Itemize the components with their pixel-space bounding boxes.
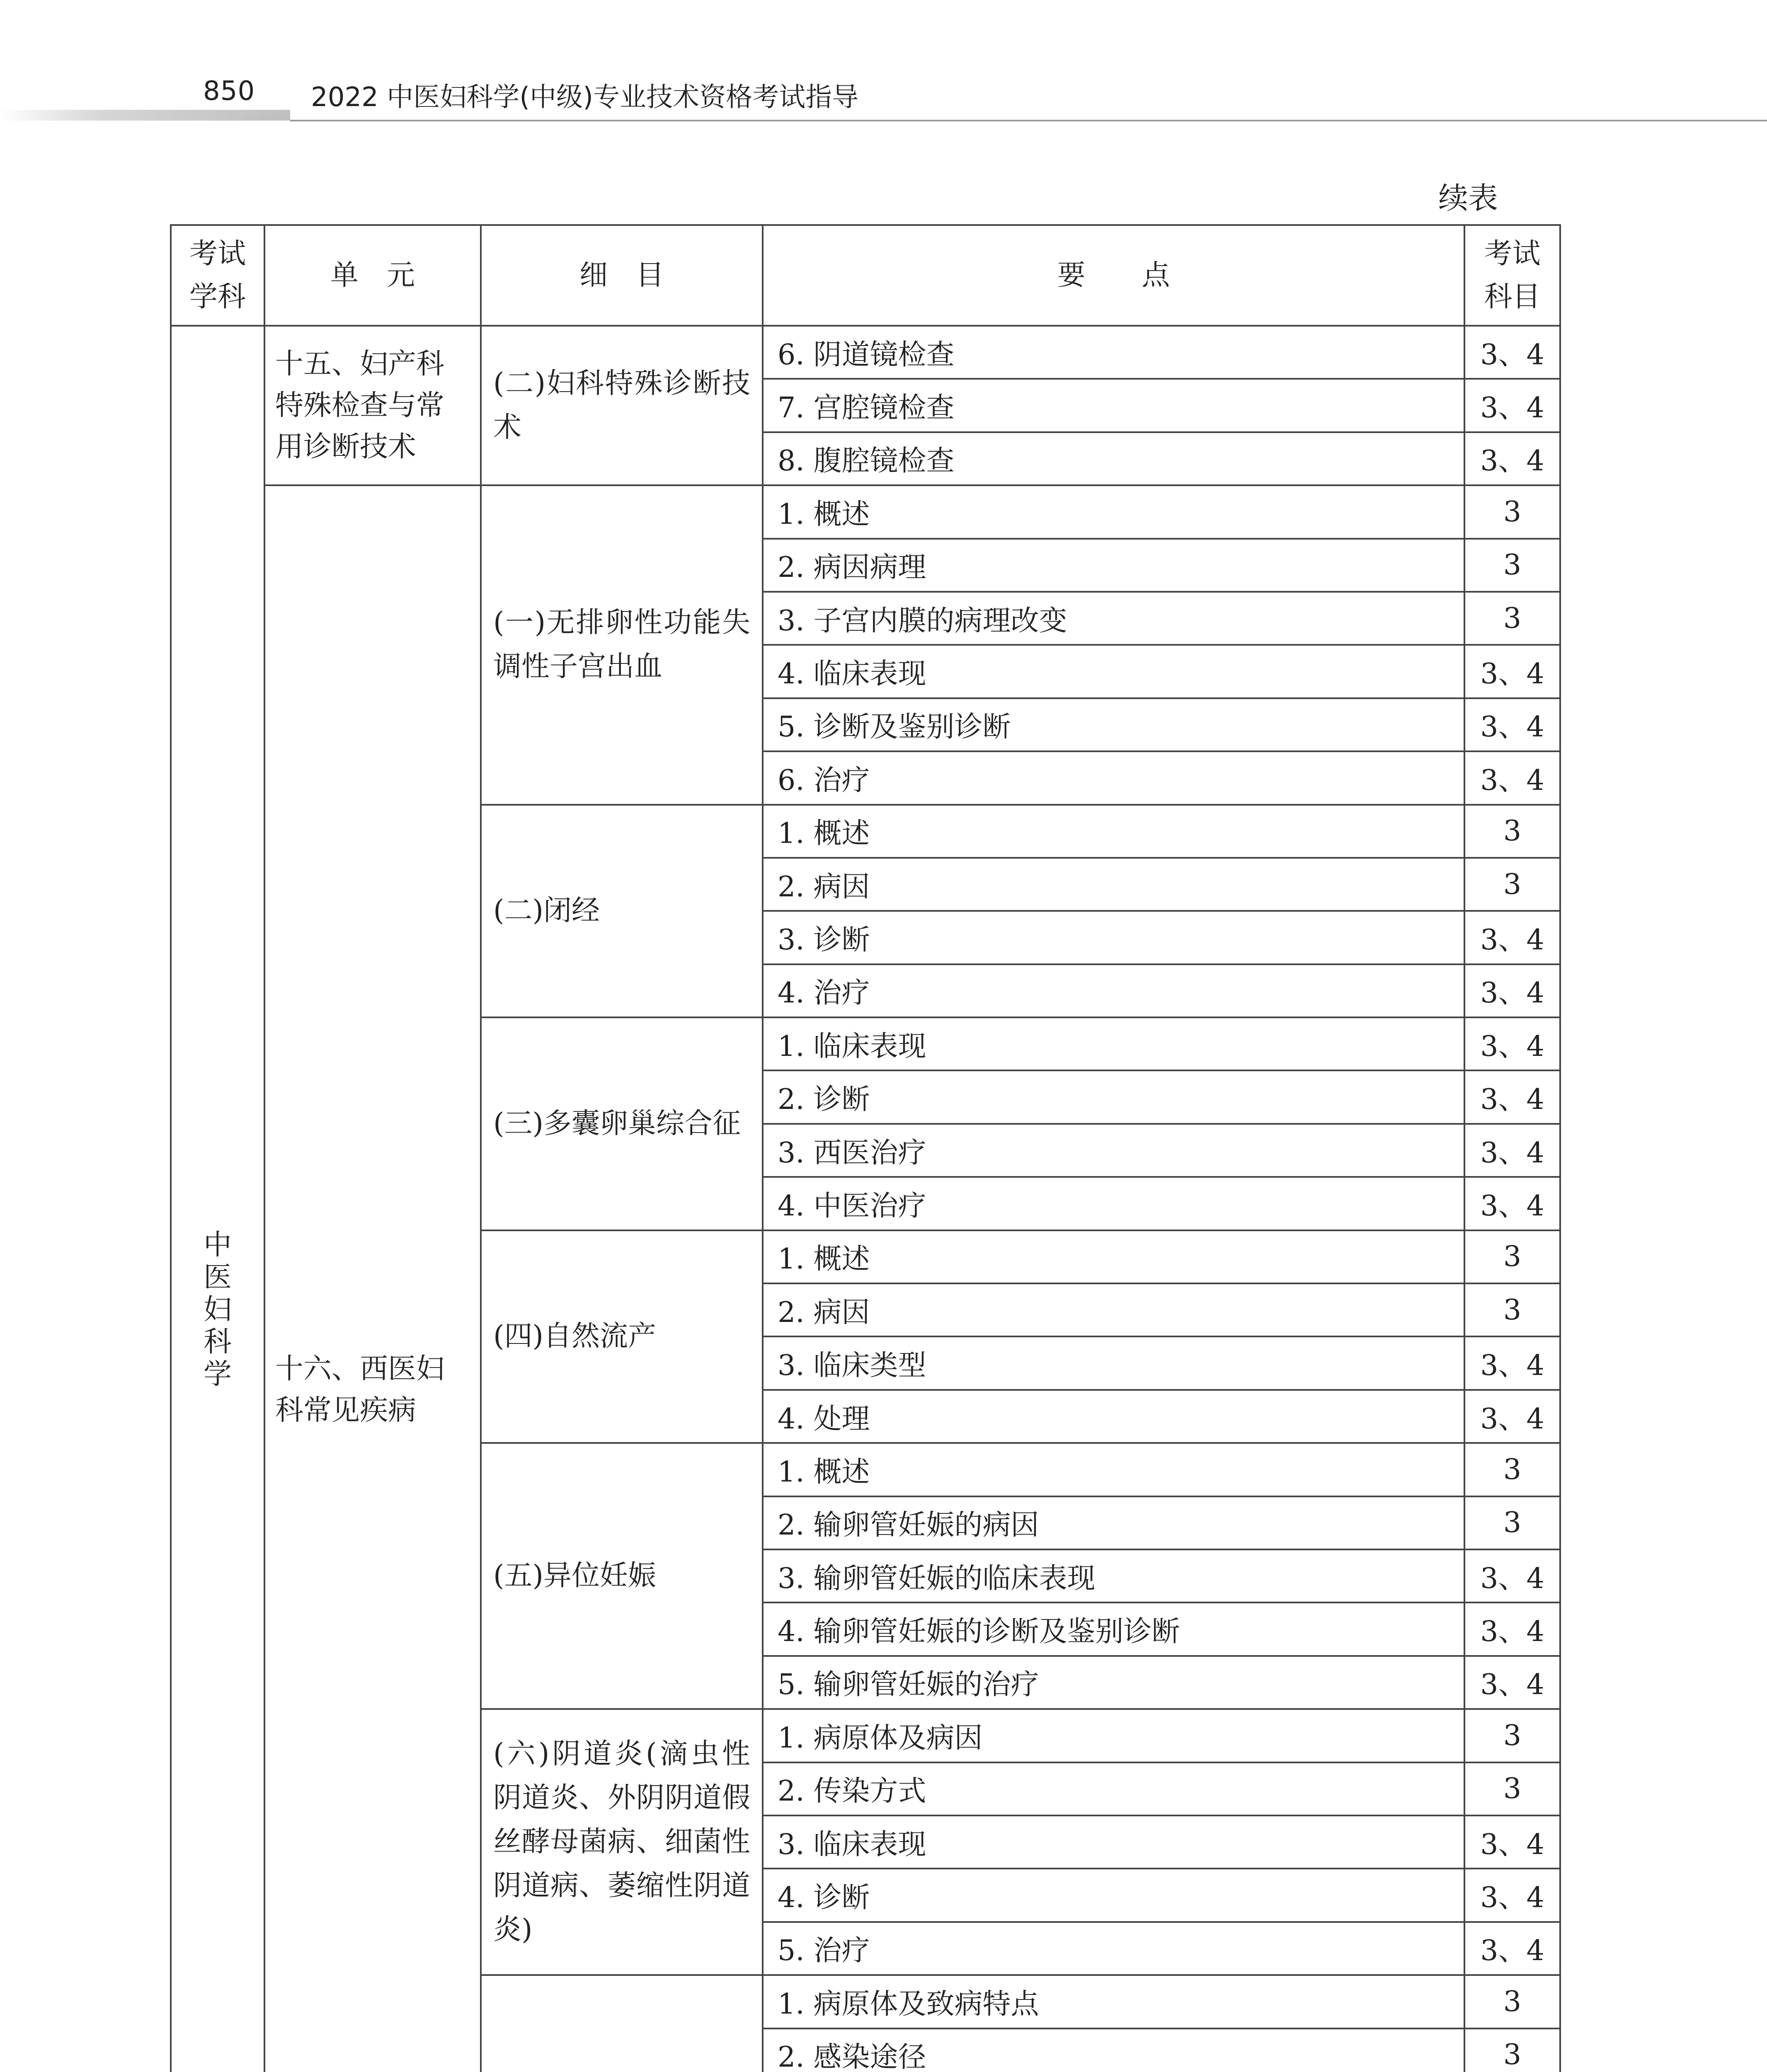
point-cell: 3. 诊断 xyxy=(763,911,1464,964)
item-cell: (二)闭经 xyxy=(481,805,763,1018)
exam-level-cell: 3、4 xyxy=(1464,1656,1560,1709)
point-cell: 1. 临床表现 xyxy=(763,1017,1464,1070)
point-cell: 4. 中医治疗 xyxy=(763,1177,1464,1230)
exam-level-cell: 3、4 xyxy=(1464,645,1560,698)
exam-level-cell: 3、4 xyxy=(1464,698,1560,751)
exam-level-cell: 3 xyxy=(1464,1230,1560,1283)
point-cell: 6. 治疗 xyxy=(763,751,1464,804)
exam-level-cell: 3 xyxy=(1464,485,1560,538)
point-cell: 1. 病原体及病因 xyxy=(763,1709,1464,1762)
point-cell: 3. 西医治疗 xyxy=(763,1124,1464,1177)
exam-level-cell: 3、4 xyxy=(1464,1336,1560,1389)
column-header-subject: 考试学科 xyxy=(171,225,264,326)
point-cell: 2. 感染途径 xyxy=(763,2028,1464,2072)
point-cell: 5. 输卵管妊娠的治疗 xyxy=(763,1656,1464,1709)
exam-level-cell: 3 xyxy=(1464,592,1560,645)
exam-level-cell: 3、4 xyxy=(1464,1549,1560,1602)
syllabus-table xyxy=(170,224,1561,2072)
header-rule xyxy=(290,120,1767,121)
point-cell: 8. 腹腔镜检查 xyxy=(763,432,1464,485)
exam-level-cell: 3、4 xyxy=(1464,1124,1560,1177)
point-cell: 1. 概述 xyxy=(763,1443,1464,1496)
point-cell: 2. 诊断 xyxy=(763,1070,1464,1123)
exam-level-cell: 3、4 xyxy=(1464,432,1560,485)
item-cell: (六)阴道炎(滴虫性阴道炎、外阴阴道假丝酵母菌病、细菌性阴道病、萎缩性阴道炎) xyxy=(481,1709,763,1975)
exam-level-cell: 3、4 xyxy=(1464,1017,1560,1070)
exam-level-cell: 3 xyxy=(1464,539,1560,592)
item-cell: (二)妇科特殊诊断技术 xyxy=(481,326,763,485)
exam-level-cell: 3 xyxy=(1464,1283,1560,1336)
point-cell: 3. 子宫内膜的病理改变 xyxy=(763,592,1464,645)
exam-level-cell: 3 xyxy=(1464,1443,1560,1496)
exam-level-cell: 3、4 xyxy=(1464,1922,1560,1975)
point-cell: 1. 概述 xyxy=(763,1230,1464,1283)
continued-table-label: 续表 xyxy=(1438,181,1498,215)
exam-level-cell: 3 xyxy=(1464,1709,1560,1762)
point-cell: 5. 诊断及鉴别诊断 xyxy=(763,698,1464,751)
item-cell xyxy=(481,1975,763,2072)
point-cell: 1. 病原体及致病特点 xyxy=(763,1975,1464,2028)
item-cell: (四)自然流产 xyxy=(481,1230,763,1443)
point-cell: 6. 阴道镜检查 xyxy=(763,326,1464,379)
exam-level-cell: 3、4 xyxy=(1464,379,1560,432)
exam-level-cell: 3、4 xyxy=(1464,911,1560,964)
point-cell: 4. 治疗 xyxy=(763,964,1464,1017)
exam-level-cell: 3、4 xyxy=(1464,751,1560,804)
point-cell: 2. 传染方式 xyxy=(763,1762,1464,1815)
table-row xyxy=(171,485,1560,538)
exam-level-cell: 3 xyxy=(1464,858,1560,911)
point-cell: 1. 概述 xyxy=(763,805,1464,858)
column-header-unit: 单 元 xyxy=(264,225,481,326)
column-header-exam-level: 考试科目 xyxy=(1464,225,1560,326)
exam-level-cell: 3 xyxy=(1464,1496,1560,1549)
running-title: 2022 中医妇科学(中级)专业技术资格考试指导 xyxy=(311,82,859,113)
point-cell: 7. 宫腔镜检查 xyxy=(763,379,1464,432)
exam-level-cell: 3 xyxy=(1464,1975,1560,2028)
subject-cell xyxy=(171,326,264,2072)
unit-cell: 十五、妇产科特殊检查与常用诊断技术 xyxy=(264,326,481,485)
point-cell: 3. 临床表现 xyxy=(763,1815,1464,1869)
exam-level-cell: 3、4 xyxy=(1464,1815,1560,1869)
exam-level-cell: 3 xyxy=(1464,2028,1560,2072)
table-body xyxy=(171,326,1560,2072)
table-row xyxy=(171,326,1560,379)
exam-level-cell: 3、4 xyxy=(1464,326,1560,379)
exam-level-cell: 3、4 xyxy=(1464,964,1560,1017)
exam-level-cell: 3、4 xyxy=(1464,1070,1560,1123)
table-header xyxy=(171,225,1560,326)
point-cell: 2. 病因 xyxy=(763,1283,1464,1336)
column-header-item: 细 目 xyxy=(481,225,763,326)
column-header-point: 要 点 xyxy=(763,225,1464,326)
exam-level-cell: 3、4 xyxy=(1464,1869,1560,1922)
point-cell: 2. 病因病理 xyxy=(763,539,1464,592)
header-bar-accent xyxy=(0,110,290,121)
point-cell: 4. 处理 xyxy=(763,1390,1464,1443)
point-cell: 1. 概述 xyxy=(763,485,1464,538)
page-number: 850 xyxy=(203,76,255,107)
point-cell: 4. 临床表现 xyxy=(763,645,1464,698)
point-cell: 4. 输卵管妊娠的诊断及鉴别诊断 xyxy=(763,1602,1464,1656)
exam-level-cell: 3、4 xyxy=(1464,1390,1560,1443)
exam-level-cell: 3、4 xyxy=(1464,1602,1560,1656)
item-cell: (三)多囊卵巢综合征 xyxy=(481,1017,763,1230)
exam-level-cell: 3、4 xyxy=(1464,1177,1560,1230)
point-cell: 3. 输卵管妊娠的临床表现 xyxy=(763,1549,1464,1602)
point-cell: 3. 临床类型 xyxy=(763,1336,1464,1389)
exam-level-cell: 3 xyxy=(1464,1762,1560,1815)
point-cell: 5. 治疗 xyxy=(763,1922,1464,1975)
unit-cell: 十六、西医妇科常见疾病 xyxy=(264,485,481,2072)
subject-label: 中医妇科学 xyxy=(203,1229,232,1391)
point-cell: 2. 输卵管妊娠的病因 xyxy=(763,1496,1464,1549)
point-cell: 2. 病因 xyxy=(763,858,1464,911)
point-cell: 4. 诊断 xyxy=(763,1869,1464,1922)
item-cell: (一)无排卵性功能失调性子宫出血 xyxy=(481,485,763,804)
exam-level-cell: 3 xyxy=(1464,805,1560,858)
item-cell: (五)异位妊娠 xyxy=(481,1443,763,1709)
